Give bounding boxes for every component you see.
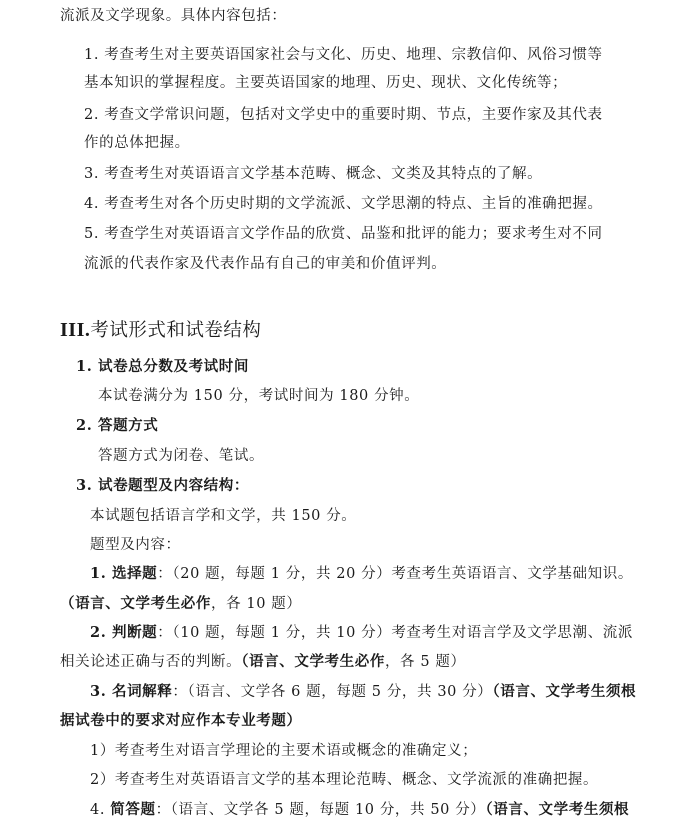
content-item-2-line-2: 作的总体把握。 (84, 135, 190, 151)
content-item-5-line-2: 流派的代表作家及代表作品有自己的审美和价值评判。 (84, 256, 447, 272)
question-type-2-line-2: 相关论述正确与否的判断。（语言、文学考生必作，各 5 题） (60, 653, 466, 670)
intro-line: 流派及文学现象。具体内容包括： (60, 8, 287, 24)
subsection-2-text: 答题方式为闭卷、笔试。 (98, 448, 265, 464)
subsection-1-text: 本试卷满分为 150 分，考试时间为 180 分钟。 (98, 388, 420, 404)
question-type-3-line-2: 据试卷中的要求对应作本专业考题） (60, 712, 302, 729)
content-item-2-line-1: 2. 考查文学常识问题，包括对文学史中的重要时期、节点，主要作家及其代表 (84, 107, 603, 123)
section-title: 考试形式和试卷结构 (90, 320, 262, 341)
question-type-3-label: 3. 名词解释 (90, 683, 173, 700)
question-type-3-sub-1: 1）考查考生对语言学理论的主要术语或概念的准确定义； (90, 743, 478, 759)
content-item-1-line-2: 基本知识的掌握程度。主要英语国家的地理、历史、现状、文化传统等； (84, 75, 568, 91)
question-type-1-line-1: 1. 选择题：（20 题，每题 1 分，共 20 分）考查考生英语语言、文学基础知识。 (90, 565, 633, 582)
section-heading (60, 318, 261, 343)
subsection-3-text-2: 题型及内容： (90, 537, 181, 553)
question-type-4-line-1: 4. 简答题：（语言、文学各 5 题，每题 10 分，共 50 分）（语言、文学考生须根 (90, 801, 630, 818)
subsection-3-label: 3. 试卷题型及内容结构： (76, 477, 249, 494)
subsection-3-text-1: 本试题包括语言学和文学，共 150 分。 (90, 508, 357, 524)
question-type-2-line-1: 2. 判断题：（10 题，每题 1 分，共 10 分）考查考生对语言学及文学思潮、流派 (90, 624, 633, 641)
content-item-5-line-1: 5. 考查学生对英语语言文学作品的欣赏、品鉴和批评的能力；要求考生对不同 (84, 226, 603, 242)
content-item-1-line-1: 1. 考查考生对主要英语国家社会与文化、历史、地理、宗教信仰、风俗习惯等 (84, 47, 603, 63)
question-type-3-line-1: 3. 名词解释：（语言、文学各 6 题，每题 5 分，共 30 分）（语言、文学考生须根 (90, 683, 637, 700)
question-type-1-label: 1. 选择题 (90, 565, 158, 582)
question-type-4-label: 简答题 (110, 801, 156, 818)
question-type-1-line-2: （语言、文学考生必作，各 10 题） (60, 595, 302, 612)
section-roman-numeral: III. (60, 319, 91, 341)
content-item-4-line-1: 4. 考查考生对各个历史时期的文学流派、文学思潮的特点、主旨的准确把握。 (84, 196, 603, 212)
question-type-3-sub-2: 2）考查考生对英语语言文学的基本理论范畴、概念、文学流派的准确把握。 (90, 772, 599, 788)
question-type-2-label: 2. 判断题 (90, 624, 158, 641)
content-item-3-line-1: 3. 考查考生对英语语言文学基本范畴、概念、文类及其特点的了解。 (84, 166, 543, 182)
subsection-1-label: 1. 试卷总分数及考试时间 (76, 358, 249, 375)
subsection-2-label: 2. 答题方式 (76, 417, 159, 434)
